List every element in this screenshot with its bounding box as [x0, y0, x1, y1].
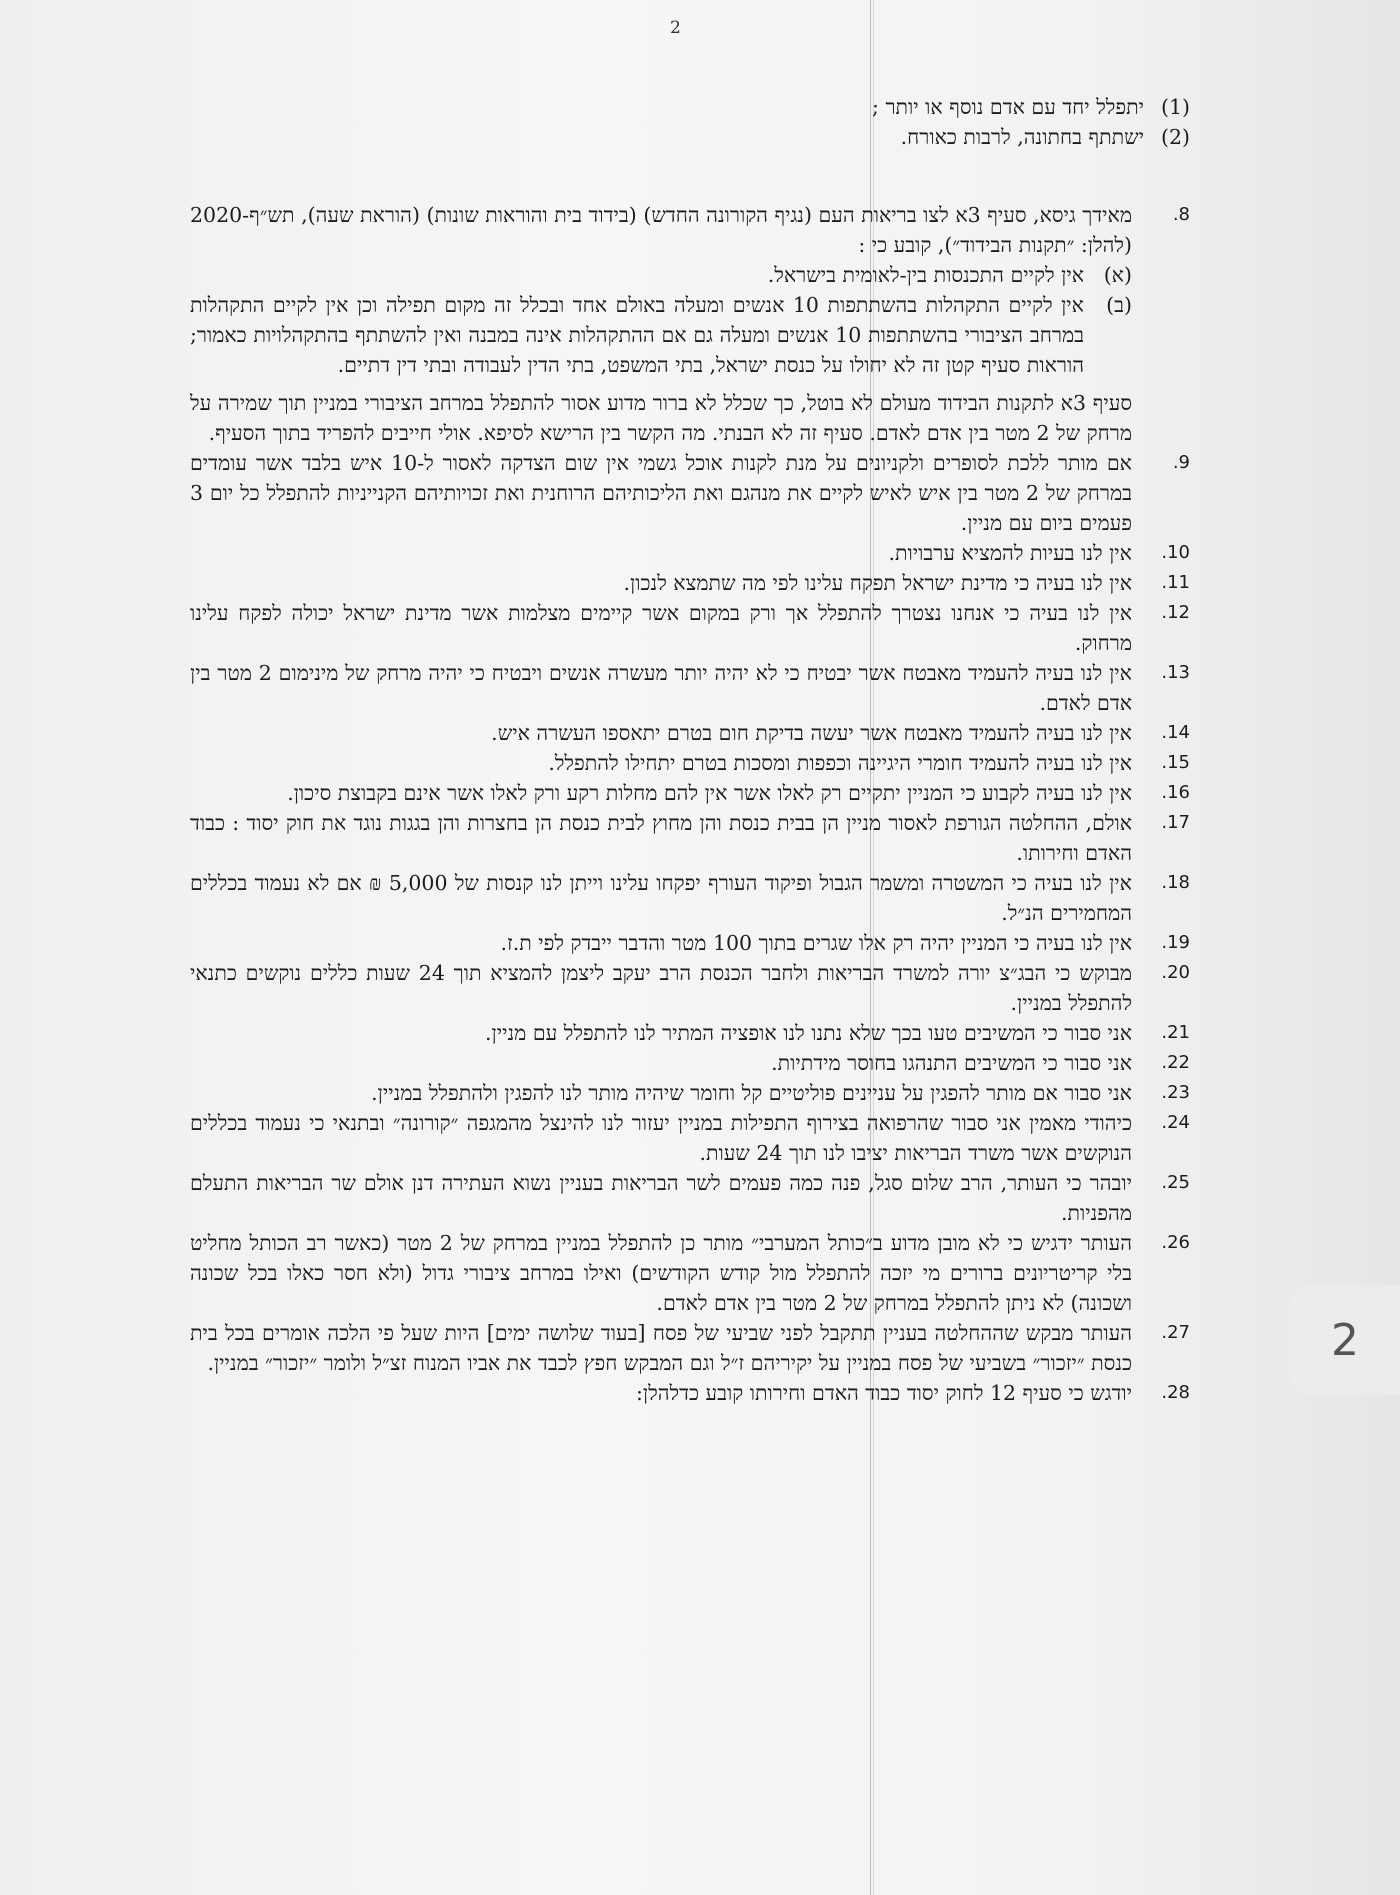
item-number: 17.: [1161, 812, 1190, 833]
note-paragraph: סעיף 3א לתקנות הבידוד מעולם לא בוטל, כך שכלל לא ברור מדוע אסור להתפלל במרחב הציבורי במניין תוך שמירה על מרחק של 2 מטר בין אדם לאדם. סעיף זה לא הבנתי. מה הקשר בין הרישא לסיפא. אולי חייבים להפריד בתוך הסעיף.: [190, 391, 1132, 445]
numbered-item: [190, 1318, 1190, 1378]
numbered-item: [190, 538, 1190, 568]
item-number: 22.: [1161, 1052, 1190, 1073]
item-text: אולם, ההחלטה הגורפת לאסור מניין הן בבית כנסת והן מחוץ לבית כנסת הן בחצרות והן בגגות נוגד את חוק יסוד : כבוד האדם וחירותו.: [190, 811, 1132, 865]
item-text: יובהר כי העותר, הרב שלום סגל, פנה כמה פעמים לשר הבריאות בעניין נשוא העתירה דנן אולם שר הבריאות התעלם מהפניות.: [190, 1171, 1132, 1225]
subclause-marker: (2): [1160, 125, 1190, 149]
item-text: אם מותר ללכת לסופרים ולקניונים על מנת לקנות אוכל גשמי אין שום הצדקה לאסור ל-10 איש בלבד אשר עומדים במרחק של 2 מטר בין איש לאיש לקיים את מנהגם ואת הליכותיהם הרוחנית ואת זכויותיהם הקנייניות להתפלל כל יום 3 פעמים ביום עם מניין.: [190, 451, 1132, 535]
item-number: 18.: [1161, 872, 1190, 893]
item-text: אין לנו בעיה לקבוע כי המניין יתקיים רק לאלו אשר אין להם מחלות רקע ורק לאלו אשר אינם בקבוצת סיכון.: [287, 781, 1132, 805]
item-number: 21.: [1161, 1022, 1190, 1043]
item-number: 12.: [1161, 602, 1190, 623]
item-number: 14.: [1161, 722, 1190, 743]
item-text: אין לנו בעיה להעמיד מאבטח אשר יבטיח כי לא יהיה יותר מעשרה אנשים ויבטיח כי יהיה מרחק של מינימום 2 מטר בין אדם לאדם.: [190, 661, 1132, 715]
top-subclause: [250, 122, 1190, 152]
quoted-clause: [190, 260, 1132, 290]
item-text: אין לנו בעיה להעמיד חומרי היגיינה וכפפות ומסכות בטרם יתחילו להתפלל.: [548, 751, 1132, 775]
item-number: 10.: [1161, 542, 1190, 563]
item-text: אין לנו בעיה כי המשטרה ומשמר הגבול ופיקוד העורף יפקחו עלינו וייתן לנו קנסות של 5,000 ₪ אם לא נעמוד בכללים המחמירים הנ״ל.: [190, 871, 1132, 925]
quoted-clause: [190, 290, 1132, 380]
page-index-tab[interactable]: 2: [1290, 1285, 1400, 1395]
numbered-item: [190, 748, 1190, 778]
clause-text: אין לקיים התקהלות בהשתתפות 10 אנשים ומעלה באולם אחד ובכלל זה מקום תפילה וכן אין לקיים התקהלות במרחב הציבורי בהשתתפות 10 אנשים ומעלה גם אם ההתקהלות אינה במבנה ואין להשתתף בהתקהלויות כאמור; הוראות סעיף קטן זה לא יחולו על כנסת ישראל, בתי המשפט, בתי הדין לעבודה ובתי דין דתיים.: [190, 293, 1084, 377]
subclause-text: ישתתף בחתונה, לרבות כאורח.: [900, 125, 1144, 149]
item-number: 9.: [1172, 452, 1190, 473]
item-text: אין לנו בעיה להעמיד מאבטח אשר יעשה בדיקת חום בטרם יתאספו העשרה איש.: [491, 721, 1132, 745]
top-subclause: [250, 92, 1190, 122]
numbered-item: [190, 1168, 1190, 1228]
item-text: אין לנו בעיות להמציא ערבויות.: [888, 541, 1132, 565]
item-text: מבוקש כי הבג״צ יורה למשרד הבריאות ולחבר הכנסת הרב יעקב ליצמן להמציא תוך 24 שעות כללים נוקשים כתנאי להתפלל במניין.: [190, 961, 1132, 1015]
item-text: אין לנו בעיה כי מדינת ישראל תפקח עלינו לפי מה שתמצא לנכון.: [623, 571, 1132, 595]
item-text: העותר מבקש שההחלטה בעניין תתקבל לפני שביעי של פסח [בעוד שלושה ימים] היות שעל פי הלכה אומרים בכל בית כנסת ״יזכור״ בשביעי של פסח במניין על יקיריהם ז״ל וגם המבקש חפץ לכבד את אביו המנוח זצ״ל ולומר ״יזכור״ במניין.: [190, 1321, 1132, 1375]
clause-marker: (ב): [1106, 293, 1132, 317]
item-text: אין לנו בעיה כי המניין יהיה רק אלו שגרים בתוך 100 מטר והדבר ייבדק לפי ת.ז.: [500, 931, 1132, 955]
page-number: 2: [670, 18, 681, 38]
numbered-item: [190, 1048, 1190, 1078]
clause-text: אין לקיים התכנסות בין-לאומית בישראל.: [767, 263, 1084, 287]
quoted-regulation: [190, 260, 1190, 380]
item-number: 27.: [1161, 1322, 1190, 1343]
numbered-item: [190, 808, 1190, 868]
clause-marker: (א): [1103, 263, 1132, 287]
item-text: כיהודי מאמין אני סבור שהרפואה בצירוף התפילות במניין יעזור לנו להינצל מהמגפה ״קורונה״ ובתנאי כי נעמוד בכללים הנוקשים אשר משרד הבריאות יציבו לנו תוך 24 שעות.: [190, 1111, 1132, 1165]
numbered-item: [190, 200, 1190, 260]
item-text: יודגש כי סעיף 12 לחוק יסוד כבוד האדם וחירותו קובע כדלהלן:: [636, 1381, 1132, 1405]
item-number: 23.: [1161, 1082, 1190, 1103]
numbered-item: [190, 1108, 1190, 1168]
numbered-item: [190, 448, 1190, 538]
numbered-item: [190, 718, 1190, 748]
numbered-item: [190, 868, 1190, 928]
item-text: אני סבור אם מותר להפגין על עניינים פוליטיים קל וחומר שיהיה מותר לנו להפגין ולהתפלל במניין.: [371, 1081, 1132, 1105]
item-text: אני סבור כי המשיבים התנהגו בחוסר מידתיות.: [771, 1051, 1132, 1075]
numbered-item: [190, 1228, 1190, 1318]
numbered-item: [190, 1078, 1190, 1108]
item-number: 8.: [1172, 204, 1190, 225]
numbered-item: [190, 928, 1190, 958]
numbered-item: [190, 958, 1190, 1018]
item-text: העותר ידגיש כי לא מובן מדוע ב״כותל המערבי״ מותר כן להתפלל במניין במרחק של 2 מטר (כאשר רב הכותל מחליט בלי קריטריונים ברורים מי יזכה להתפלל מול קודש הקודשים) ואילו במרחב ציבורי גדול (ולא חסר כאלו בכל שכונה ושכונה) לא ניתן להתפלל במרחק של 2 מטר בין אדם לאדם.: [190, 1231, 1133, 1315]
item-text: אני סבור כי המשיבים טעו בכך שלא נתנו לנו אופציה המתיר לנו להתפלל עם מניין.: [485, 1021, 1132, 1045]
item-text: אין לנו בעיה כי אנחנו נצטרך להתפלל אך ורק במקום אשר קיימים מצלמות אשר מדינת ישראל יכולה לפקח עלינו מרחוק.: [190, 601, 1132, 655]
numbered-item: [190, 598, 1190, 658]
subclause-text: יתפלל יחד עם אדם נוסף או יותר ;: [872, 95, 1144, 119]
item-number: 26.: [1161, 1232, 1190, 1253]
item-number: 16.: [1161, 782, 1190, 803]
item-number: 13.: [1161, 662, 1190, 683]
item-number: 28.: [1161, 1382, 1190, 1403]
numbered-item: [190, 568, 1190, 598]
item-number: 24.: [1161, 1112, 1190, 1133]
numbered-item: [190, 778, 1190, 808]
numbered-item: [190, 1018, 1190, 1048]
item-number: 15.: [1161, 752, 1190, 773]
item-number: 25.: [1161, 1172, 1190, 1193]
item-number: 19.: [1161, 932, 1190, 953]
item-number: 20.: [1161, 962, 1190, 983]
subclause-marker: (1): [1160, 95, 1190, 119]
document-body: [190, 92, 1190, 1408]
item-text: מאידך גיסא, סעיף 3א לצו בריאות העם (נגיף הקורונה החדש) (בידוד בית והוראות שונות) (הוראת שעה), תש״ף-2020 (להלן: ״תקנות הבידוד״), קובע כי :: [190, 203, 1132, 257]
item-number: 11.: [1161, 572, 1190, 593]
numbered-item: [190, 658, 1190, 718]
numbered-item: [190, 1378, 1190, 1408]
